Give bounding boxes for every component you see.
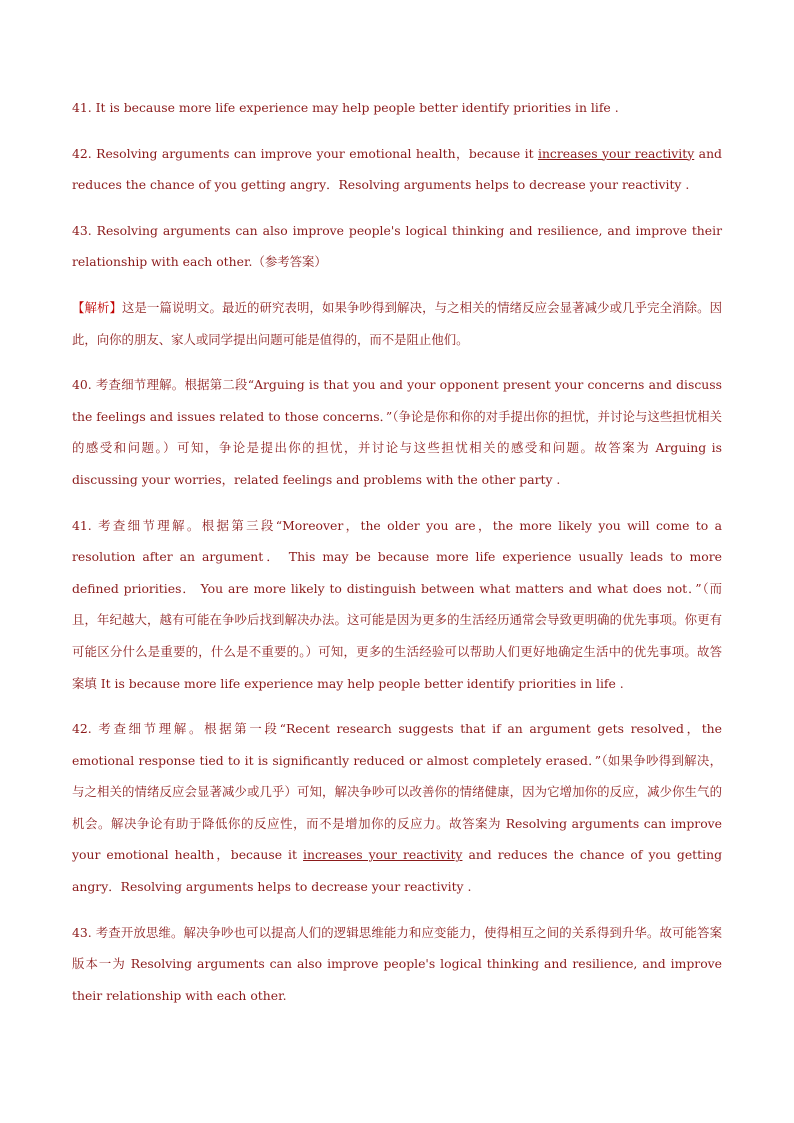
analysis-intro-text: 这是一篇说明文。最近的研究表明，如果争吵得到解决，与之相关的情绪反应会显著减少或几乎完全消除。因此，向你的朋友、家人或同学提出问题可能是值得的，而不是阻止他们。 <box>72 299 723 347</box>
answer-42-text: 42. Resolving arguments can improve your emotional health，because it <box>72 145 538 161</box>
analysis-42-text: 42. 考查细节理解。根据第一段“Recent research suggests that if an argument gets resolved，the emotional response tied to it is significantly reduced or almost completely erased．”（如果争吵得到解决，与之相关的情绪反应会显著减少或几乎）可知，解决争吵可以改善你的情绪健康，因为它增加你的反应，减少你生气的机会。解决争论有助于降低你的反应性，而不是增加你的反应力。故答案为 Resolving arguments can improve your emotional health，because it <box>72 721 722 863</box>
analysis-43: 43. 考查开放思维。解决争吵也可以提高人们的逻辑思维能力和应变能力，使得相互之间的关系得到升华。故可能答案版本一为 Resolving arguments can also improve people's logical thinking and resilience, and improve their relationship with each other. <box>72 924 722 1003</box>
analysis-40: 40. 考查细节理解。根据第二段“Arguing is that you and your opponent present your concerns and discuss the feelings and issues related to those concerns．”（争论是你和你的对手提出你的担忧，并讨论与这些担忧相关的感受和问题。）可知，争论是提出你的担忧，并讨论与这些担忧相关的感受和问题。故答案为 Arguing is discussing your worries，related feelings and problems with the other party . <box>72 377 722 487</box>
analysis-intro <box>72 292 722 355</box>
document-page <box>72 92 722 1011</box>
analysis-tag: 【解析】 <box>72 299 123 315</box>
answer-42 <box>72 138 722 201</box>
analysis-42-underlined: increases your reactivity <box>303 847 463 863</box>
analysis-41: 41. 考查细节理解。根据第三段“Moreover，the older you are，the more likely you will come to a resolution after an argument． This may be because more life experience usually leads to more defined priorities． You are more likely to distinguish between what matters and what does not．”（而且，年纪越大，越有可能在争吵后找到解决办法。这可能是因为更多的生活经历通常会导致更明确的优先事项。你更有可能区分什么是重要的，什么是不重要的。）可知，更多的生活经验可以帮助人们更好地确定生活中的优先事项。故答案填 It is because more life experience may help people better identify priorities in life . <box>72 517 722 691</box>
answer-42-text-end: and reduces the chance of you getting angry．Resolving arguments helps to decrease your reactivity . <box>72 145 722 193</box>
answer-43: 43. Resolving arguments can also improve people's logical thinking and resilience, and improve their relationship with each other.（参考答案） <box>72 222 722 270</box>
answer-42-underlined: increases your reactivity <box>537 145 695 161</box>
analysis-42-text-end: and reduces the chance of you getting angry．Resolving arguments helps to decrease your reactivity . <box>72 847 722 895</box>
answer-41: 41. It is because more life experience may help people better identify priorities in life . <box>72 100 619 115</box>
analysis-42 <box>72 713 722 903</box>
